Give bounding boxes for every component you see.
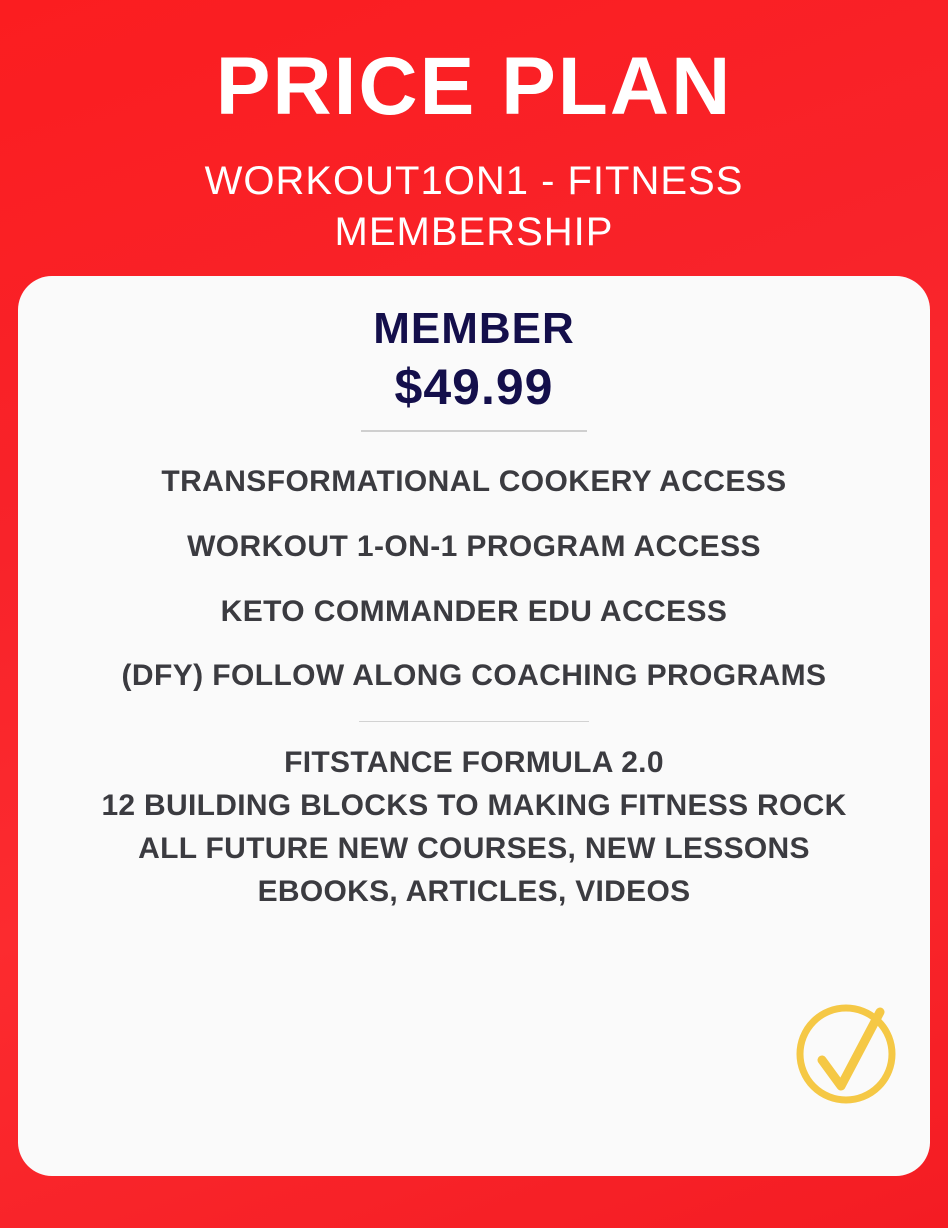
check-circle-icon bbox=[794, 1004, 898, 1108]
list-item: ALL FUTURE NEW COURSES, NEW LESSONS bbox=[138, 832, 810, 866]
plan-price: $49.99 bbox=[361, 358, 588, 432]
section-divider bbox=[359, 721, 589, 722]
list-item: TRANSFORMATIONAL COOKERY ACCESS bbox=[161, 465, 787, 498]
pricing-card bbox=[18, 276, 930, 1176]
plan-name: MEMBER bbox=[373, 304, 575, 353]
poster-header bbox=[0, 0, 948, 258]
list-item: KETO COMMANDER EDU ACCESS bbox=[220, 594, 728, 628]
list-item: EBOOKS, ARTICLES, VIDEOS bbox=[257, 875, 691, 909]
page-title: PRICE PLAN bbox=[215, 41, 733, 132]
list-item: 12 BUILDING BLOCKS TO MAKING FITNESS ROCK bbox=[101, 789, 847, 823]
price-row bbox=[18, 358, 930, 432]
list-item: WORKOUT 1-ON-1 PROGRAM ACCESS bbox=[187, 529, 761, 563]
page-subtitle: WORKOUT1ON1 - FITNESS MEMBERSHIP bbox=[204, 159, 744, 255]
feature-list bbox=[18, 462, 930, 697]
list-item: FITSTANCE FORMULA 2.0 bbox=[284, 746, 664, 780]
list-item: (DFY) FOLLOW ALONG COACHING PROGRAMS bbox=[121, 659, 827, 693]
extras-list bbox=[18, 742, 930, 912]
